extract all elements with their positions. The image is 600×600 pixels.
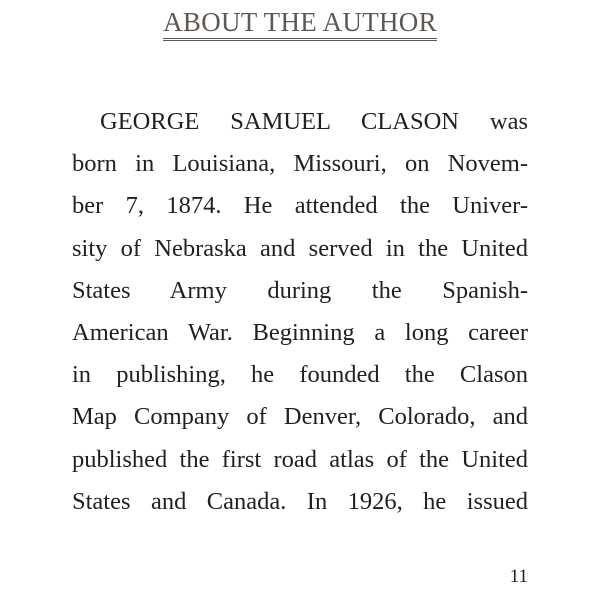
page-number: 11: [509, 566, 528, 587]
body-paragraph: [72, 101, 528, 523]
paragraph-line: in publishing, he founded the Clason: [72, 361, 528, 389]
paragraph-line: published the first road atlas of the United: [72, 445, 528, 473]
paragraph-line: sity of Nebraska and served in the United: [72, 234, 528, 262]
paragraph-line: States Army during the Spanish-: [72, 276, 528, 304]
paragraph-line: GEORGE SAMUEL CLASON was: [100, 108, 528, 135]
paragraph-line: Map Company of Denver, Colorado, and: [72, 403, 528, 431]
section-heading-text: ABOUT THE AUTHOR: [163, 7, 437, 41]
section-heading: [0, 4, 600, 41]
paragraph-line: born in Louisiana, Missouri, on Novem-: [72, 150, 528, 178]
paragraph-line: States and Canada. In 1926, he issued: [72, 487, 528, 515]
paragraph-line: American War. Beginning a long career: [72, 318, 528, 346]
paragraph-line: ber 7, 1874. He attended the Univer-: [72, 192, 528, 220]
